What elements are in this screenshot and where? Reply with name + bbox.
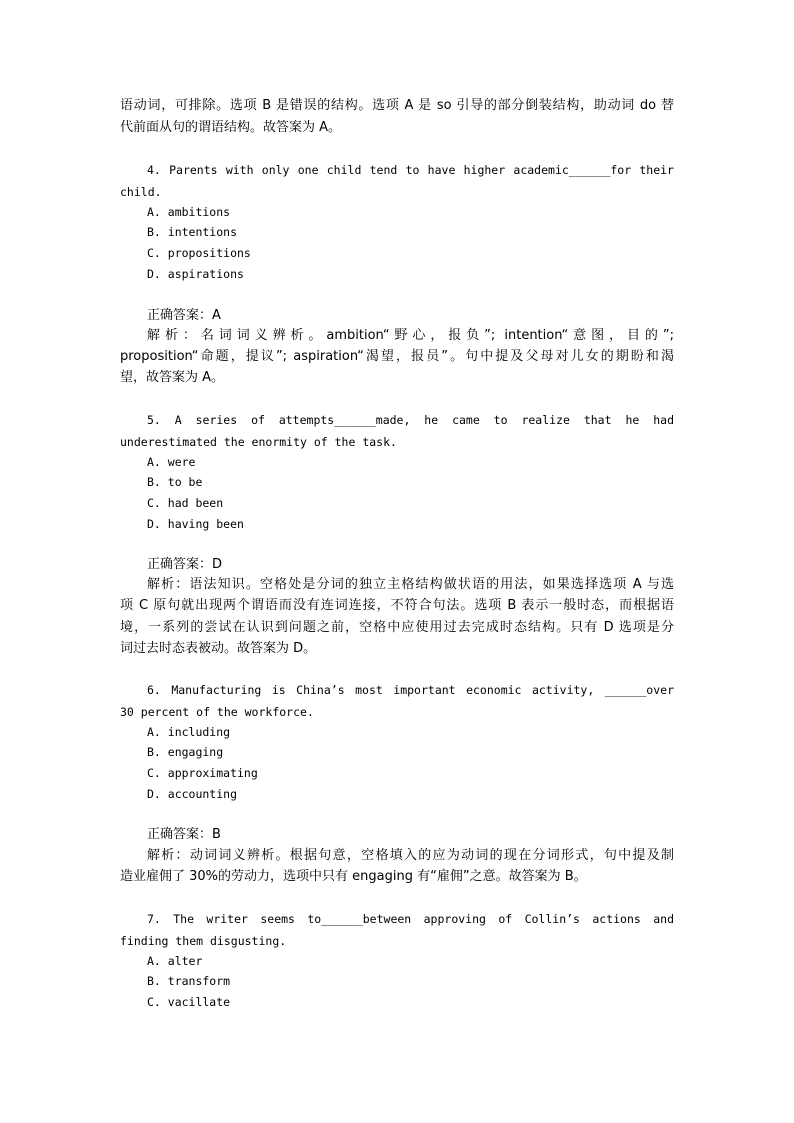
question-4-option-d: D. aspirations <box>147 267 244 281</box>
question-6-stem-cont: 30 percent of the workforce. <box>120 705 314 719</box>
question-7-stem-cont: finding them disgusting. <box>120 934 287 948</box>
question-5-option-b: B. to be <box>147 475 203 489</box>
question-6-explanation: 解析：动词词义辨析。根据句意，空格填入的应为动词的现在分词形式，句中提及制 <box>147 848 674 863</box>
question-6-option-b: B. engaging <box>147 745 224 759</box>
question-4-option-a: A. ambitions <box>147 205 231 219</box>
question-5-explanation: 解析：语法知识。空格处是分词的独立主格结构做状语的用法，如果选择选项 A 与选 <box>147 577 674 592</box>
question-7-option-b: B. transform <box>147 974 231 988</box>
question-4-stem: 4. Parents with only one child tend to have higher academic______for their <box>147 163 674 177</box>
question-5-option-c: C. had been <box>147 496 224 510</box>
prev-explanation-line: 代前面从句的谓语结构。故答案为 A。 <box>120 120 342 135</box>
question-5-stem: 5. A series of attempts______made, he came to realize that he had <box>147 413 674 427</box>
question-5-explanation: 项 C 原句就出现两个谓语而没有连词连接，不符合句法。选项 B 表示一般时态，而根据语 <box>120 598 674 613</box>
question-5-answer: 正确答案：D <box>147 557 223 572</box>
question-5-explanation: 词过去时态表被动。故答案为 D。 <box>120 641 317 656</box>
question-4-option-c: C. propositions <box>147 246 251 260</box>
question-4-option-b: B. intentions <box>147 225 238 239</box>
question-5-option-a: A. were <box>147 455 196 469</box>
question-4-explanation: 解析：名词词义辨析。ambition“野心，报负”; intention“意图，目的”; <box>147 328 674 343</box>
question-7-option-c: C. vacillate <box>147 995 231 1009</box>
question-6-option-c: C. approximating <box>147 766 258 780</box>
question-5-explanation: 境，一系列的尝试在认识到问题之前，空格中应使用过去完成时态结构。只有 D 选项是分 <box>120 620 674 635</box>
question-6-stem: 6. Manufacturing is China’s most important economic activity, ______over <box>147 683 674 697</box>
question-5-stem-cont: underestimated the enormity of the task. <box>120 435 397 449</box>
question-7-stem: 7. The writer seems to______between approving of Collin’s actions and <box>147 912 674 926</box>
question-5-option-d: D. having been <box>147 517 244 531</box>
question-6-option-a: A. including <box>147 725 231 739</box>
question-4-explanation: proposition“命题，提议”; aspiration“渴望，报员”。句中提及父母对儿女的期盼和渴 <box>120 349 674 364</box>
prev-explanation-line: 语动词，可排除。选项 B 是错误的结构。选项 A 是 so 引导的部分倒装结构，助动词 do 替 <box>120 98 674 113</box>
question-4-stem-cont: child. <box>120 185 162 199</box>
question-4-explanation: 望，故答案为 A。 <box>120 370 225 385</box>
question-7-option-a: A. alter <box>147 954 203 968</box>
question-4-answer: 正确答案：A <box>147 308 221 323</box>
question-6-answer: 正确答案：B <box>147 827 221 842</box>
question-6-explanation: 造业雇佣了 30%的劳动力，选项中只有 engaging 有“雇佣”之意。故答案为 B。 <box>120 869 587 884</box>
question-6-option-d: D. accounting <box>147 787 238 801</box>
